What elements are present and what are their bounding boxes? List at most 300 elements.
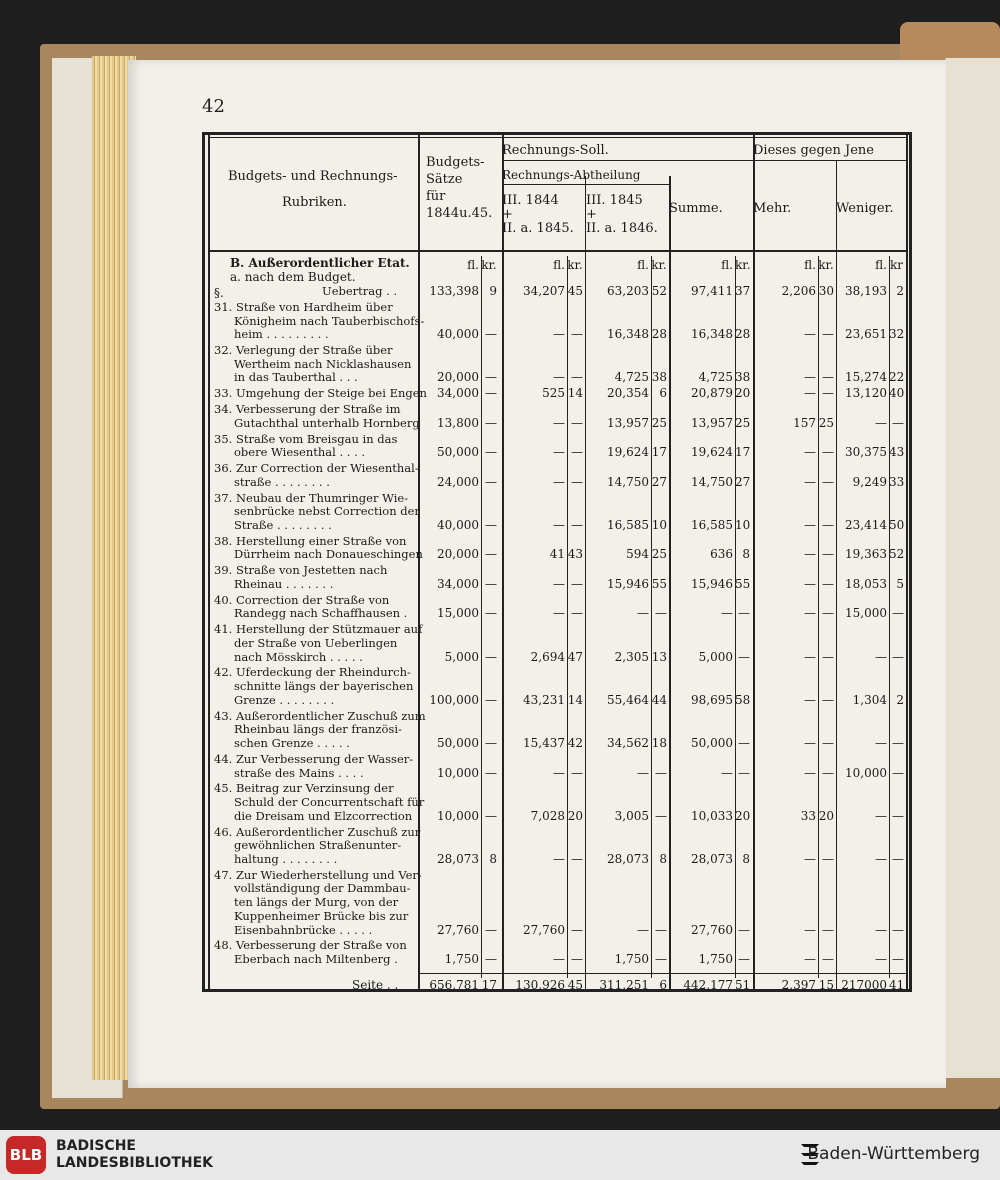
row-2-cell-5: 38 xyxy=(651,370,667,385)
total-cell-3: 45 xyxy=(567,978,583,992)
row-2-cell-1: — xyxy=(485,370,497,385)
row-4-cell-3: — xyxy=(571,415,583,430)
row-10-cell-0: 15,000 xyxy=(437,606,479,621)
rule-dieses-under xyxy=(753,160,906,161)
row-8-text-0: 38. Herstellung einer Straße von xyxy=(214,533,407,548)
row-11-cell-7: — xyxy=(738,649,750,664)
row-14-cell-8: — xyxy=(804,765,816,780)
row-3-text-0: 33. Umgehung der Steige bei Engen xyxy=(214,386,427,401)
row-9-cell-2: — xyxy=(553,576,565,591)
book-page xyxy=(128,60,946,1088)
row-12-cell-2: 43,231 xyxy=(523,692,565,707)
row-10-cell-6: — xyxy=(721,606,733,621)
row-14-text-0: 44. Zur Verbesserung der Wasser- xyxy=(214,751,414,766)
row-8-cell-1: — xyxy=(485,547,497,562)
row-4-text-0: 34. Verbesserung der Straße im xyxy=(214,402,401,416)
row-3-cell-9: — xyxy=(822,386,834,401)
rule-top-inner xyxy=(208,137,906,138)
rule-soll-under xyxy=(502,160,753,161)
row-9-text-0: 39. Straße von Jestetten nach xyxy=(214,563,388,578)
row-5-text-1: obere Wiesenthal . . . . xyxy=(234,445,366,460)
row-11-cell-8: — xyxy=(804,649,816,664)
row-1-cell-10: 23,651 xyxy=(845,327,887,342)
row-3-cell-2: 525 xyxy=(542,386,565,401)
row-7-text-1: senbrücke nebst Correction der xyxy=(234,504,420,519)
row-8-cell-8: — xyxy=(804,547,816,562)
row-13-cell-8: — xyxy=(804,736,816,750)
row-4-cell-5: 25 xyxy=(651,415,667,430)
budget-table xyxy=(202,132,912,992)
row-17-cell-2: 27,760 xyxy=(523,922,565,937)
row-12-text-1: schnitte längs der bayerischen xyxy=(234,679,414,694)
header-col1-0: III. 1844 xyxy=(502,193,559,208)
row-10-cell-9: — xyxy=(822,606,834,621)
row-2-cell-4: 4,725 xyxy=(614,370,649,385)
row-11-cell-10: — xyxy=(875,649,887,664)
header-abtheilung: Rechnungs-Abtheilung xyxy=(502,168,641,182)
row-18-text-1: Eberbach nach Miltenberg . xyxy=(234,952,398,966)
row-9-cell-4: 15,946 xyxy=(607,576,649,591)
library-footer xyxy=(0,1130,1000,1180)
row-11-cell-4: 2,305 xyxy=(614,649,649,664)
row-10-text-0: 40. Correction der Straße von xyxy=(214,592,390,607)
row-3-cell-7: 20 xyxy=(735,386,751,401)
row-16-cell-1: 8 xyxy=(489,851,497,866)
section-title: B. Außerordentlicher Etat. xyxy=(230,256,410,270)
row-7-cell-9: — xyxy=(822,517,834,532)
row-17-cell-0: 27,760 xyxy=(437,922,479,937)
row-4-cell-10: — xyxy=(875,415,887,430)
row-1-text-0: 31. Straße von Hardheim über xyxy=(214,299,393,314)
row-1-cell-11: 32 xyxy=(889,327,905,342)
row-5-cell-11: 43 xyxy=(889,445,905,460)
row-15-cell-6: 10,033 xyxy=(691,808,733,823)
header-rubrics-1: Budgets- und Rechnungs- xyxy=(228,169,398,184)
unit-9: kr. xyxy=(818,258,834,272)
page-number: 42 xyxy=(202,96,225,117)
rule-mehr-right xyxy=(836,160,837,992)
row-1-cell-3: — xyxy=(571,327,583,342)
row-17-cell-3: — xyxy=(571,922,583,937)
header-summe: Summe. xyxy=(669,201,723,216)
row-13-cell-5: 18 xyxy=(651,736,667,750)
row-6-cell-11: 33 xyxy=(889,474,905,489)
total-cell-5: 6 xyxy=(659,978,667,992)
row-7-cell-1: — xyxy=(485,517,497,532)
row-6-cell-5: 27 xyxy=(651,474,667,489)
row-6-cell-1: — xyxy=(485,474,497,489)
row-7-cell-0: 40,000 xyxy=(437,517,479,532)
row-10-cell-2: — xyxy=(553,606,565,621)
row-11-cell-9: — xyxy=(822,649,834,664)
row-5-cell-10: 30,375 xyxy=(845,445,887,460)
row-1-cell-9: — xyxy=(822,327,834,342)
row-10-cell-11: — xyxy=(892,606,904,621)
rule-header-bottom xyxy=(208,250,906,252)
row-2-cell-0: 20,000 xyxy=(437,370,479,385)
row-17-text-2: ten längs der Murg, von der xyxy=(234,895,399,910)
row-13-cell-3: 42 xyxy=(567,736,583,750)
row-2-cell-2: — xyxy=(553,370,565,385)
row-3-cell-1: — xyxy=(485,386,497,401)
row-18-cell-9: — xyxy=(822,952,834,966)
row-18-cell-10: — xyxy=(875,952,887,966)
row-17-cell-5: — xyxy=(655,922,667,937)
row-5-cell-1: — xyxy=(485,445,497,460)
total-cell-10: 217000 xyxy=(841,978,887,992)
row-5-cell-0: 50,000 xyxy=(437,445,479,460)
unit-0: fl. xyxy=(467,258,479,272)
header-rubrics-2: Rubriken. xyxy=(282,195,347,210)
row-17-cell-8: — xyxy=(804,922,816,937)
row-3-cell-6: 20,879 xyxy=(691,386,733,401)
row-13-cell-4: 34,562 xyxy=(607,736,649,750)
row-4-cell-0: 13,800 xyxy=(437,415,479,430)
row-7-cell-4: 16,585 xyxy=(607,517,649,532)
row-17-cell-10: — xyxy=(875,922,887,937)
row-9-cell-10: 18,053 xyxy=(845,576,887,591)
row-8-cell-0: 20,000 xyxy=(437,547,479,562)
row-13-cell-1: — xyxy=(485,736,497,750)
section-para: §. xyxy=(214,286,224,300)
row-8-cell-5: 25 xyxy=(651,547,667,562)
row-1-cell-1: — xyxy=(485,327,497,342)
total-cell-7: 51 xyxy=(735,978,751,992)
row-4-cell-4: 13,957 xyxy=(607,415,649,430)
row-15-cell-7: 20 xyxy=(735,808,751,823)
row-16-cell-9: — xyxy=(822,851,834,866)
row-5-cell-9: — xyxy=(822,445,834,460)
header-soll: Rechnungs-Soll. xyxy=(502,143,609,158)
row-16-cell-3: — xyxy=(571,851,583,866)
row-16-text-0: 46. Außerordentlicher Zuschuß zur xyxy=(214,824,421,839)
rule-left xyxy=(208,132,210,992)
row-7-text-2: Straße . . . . . . . . xyxy=(234,517,332,532)
row-4-cell-6: 13,957 xyxy=(691,415,733,430)
row-5-text-0: 35. Straße vom Breisgau in das xyxy=(214,431,398,446)
row-12-cell-7: 58 xyxy=(735,692,751,707)
row-16-cell-0: 28,073 xyxy=(437,851,479,866)
header-dieses: Dieses gegen Jene xyxy=(753,143,874,158)
row-16-cell-6: 28,073 xyxy=(691,851,733,866)
row-11-cell-1: — xyxy=(485,649,497,664)
row-12-cell-3: 14 xyxy=(567,692,583,707)
row-5-cell-4: 19,624 xyxy=(607,445,649,460)
row-9-cell-3: — xyxy=(571,576,583,591)
unit-11: kr xyxy=(889,258,903,272)
section-subtitle: a. nach dem Budget. xyxy=(230,270,356,284)
row-10-cell-3: — xyxy=(571,606,583,621)
row-3-cell-5: 6 xyxy=(659,386,667,401)
row-12-cell-9: — xyxy=(822,692,834,707)
header-col1-2: II. a. 1845. xyxy=(502,221,574,236)
row-1-cell-7: 28 xyxy=(735,327,751,342)
row-17-cell-7: — xyxy=(738,922,750,937)
unit-5: kr. xyxy=(651,258,667,272)
row-7-cell-10: 23,414 xyxy=(845,517,887,532)
row-12-cell-5: 44 xyxy=(651,692,667,707)
row-18-cell-0: 1,750 xyxy=(444,952,479,966)
header-weniger: Weniger. xyxy=(836,201,894,216)
row-6-text-0: 36. Zur Correction der Wiesenthal- xyxy=(214,461,419,475)
blb-logo[interactable]: BLB xyxy=(6,1136,46,1174)
row-14-cell-0: 10,000 xyxy=(437,765,479,780)
row-0-cell-2: 34,207 xyxy=(523,284,565,298)
row-4-cell-8: 157 xyxy=(793,415,816,430)
row-12-cell-0: 100,000 xyxy=(429,692,479,707)
row-15-cell-1: — xyxy=(485,808,497,823)
row-5-cell-3: — xyxy=(571,445,583,460)
row-6-cell-3: — xyxy=(571,474,583,489)
row-11-cell-6: 5,000 xyxy=(698,649,733,664)
row-1-cell-4: 16,348 xyxy=(607,327,649,342)
row-15-cell-11: — xyxy=(892,808,904,823)
row-10-cell-8: — xyxy=(804,606,816,621)
row-12-text-2: Grenze . . . . . . . . xyxy=(234,692,335,707)
row-0-cell-9: 30 xyxy=(818,284,834,298)
rule-text-right xyxy=(418,132,420,992)
row-17-cell-1: — xyxy=(485,922,497,937)
row-4-cell-7: 25 xyxy=(735,415,751,430)
row-12-cell-11: 2 xyxy=(896,692,904,707)
row-1-text-1: Königheim nach Tauberbischofs- xyxy=(234,313,425,328)
row-14-cell-7: — xyxy=(738,765,750,780)
library-name-line2: LANDESBIBLIOTHEK xyxy=(56,1155,214,1171)
total-cell-11: 41 xyxy=(889,978,905,992)
total-cell-2: 130,926 xyxy=(515,978,565,992)
row-16-cell-5: 8 xyxy=(659,851,667,866)
row-9-cell-1: — xyxy=(485,576,497,591)
row-0-cell-10: 38,193 xyxy=(845,284,887,298)
row-2-cell-11: 22 xyxy=(889,370,905,385)
state-name[interactable]: Baden-Württemberg xyxy=(807,1144,980,1164)
library-name-line1: BADISCHE xyxy=(56,1138,136,1154)
row-6-cell-9: — xyxy=(822,474,834,489)
row-8-cell-11: 52 xyxy=(889,547,905,562)
row-16-cell-4: 28,073 xyxy=(607,851,649,866)
row-12-text-0: 42. Uferdeckung der Rheindurch- xyxy=(214,665,411,680)
row-15-text-1: Schuld der Concurrentschaft für xyxy=(234,795,425,809)
row-5-cell-2: — xyxy=(553,445,565,460)
row-0-cell-0: 133,398 xyxy=(429,284,479,298)
row-7-cell-8: — xyxy=(804,517,816,532)
row-7-cell-2: — xyxy=(553,517,565,532)
row-10-text-1: Randegg nach Schaffhausen . xyxy=(234,606,408,621)
row-0-cell-6: 97,411 xyxy=(691,284,733,298)
row-8-cell-4: 594 xyxy=(626,547,649,562)
total-cell-0: 656,781 xyxy=(429,978,479,992)
row-0-cell-1: 9 xyxy=(489,284,497,298)
rule-right xyxy=(906,132,908,992)
row-17-cell-4: — xyxy=(637,922,649,937)
row-3-cell-4: 20,354 xyxy=(607,386,649,401)
row-2-cell-7: 38 xyxy=(735,370,751,385)
row-1-text-2: heim . . . . . . . . . xyxy=(234,327,329,342)
row-13-cell-6: 50,000 xyxy=(691,736,733,750)
row-13-cell-9: — xyxy=(822,736,834,750)
row-17-text-0: 47. Zur Wiederherstellung und Ver- xyxy=(214,867,422,882)
row-9-cell-0: 34,000 xyxy=(437,576,479,591)
row-11-cell-2: 2,694 xyxy=(530,649,565,664)
row-10-cell-7: — xyxy=(738,606,750,621)
total-cell-9: 15 xyxy=(818,978,834,992)
row-11-cell-0: 5,000 xyxy=(444,649,479,664)
row-9-cell-6: 15,946 xyxy=(691,576,733,591)
row-15-text-2: die Dreisam und Elzcorrection xyxy=(234,808,413,823)
row-2-cell-8: — xyxy=(804,370,816,385)
row-2-cell-6: 4,725 xyxy=(698,370,733,385)
row-16-cell-8: — xyxy=(804,851,816,866)
row-14-cell-4: — xyxy=(637,765,649,780)
row-18-cell-7: — xyxy=(738,952,750,966)
row-17-cell-9: — xyxy=(822,922,834,937)
row-0-cell-7: 37 xyxy=(735,284,751,298)
row-6-text-1: straße . . . . . . . . xyxy=(234,474,330,489)
row-0-text-0: Uebertrag . . xyxy=(322,284,398,298)
row-8-cell-7: 8 xyxy=(742,547,750,562)
unit-3: kr. xyxy=(567,258,583,272)
row-5-cell-7: 17 xyxy=(735,445,751,460)
row-1-cell-0: 40,000 xyxy=(437,327,479,342)
row-6-cell-2: — xyxy=(553,474,565,489)
row-15-cell-8: 33 xyxy=(800,808,816,823)
row-13-cell-7: — xyxy=(738,736,750,750)
row-7-cell-5: 10 xyxy=(651,517,667,532)
row-7-cell-3: — xyxy=(571,517,583,532)
row-10-cell-1: — xyxy=(485,606,497,621)
row-16-text-2: haltung . . . . . . . . xyxy=(234,851,338,866)
total-cell-8: 2,397 xyxy=(781,978,816,992)
rule-summe-right xyxy=(753,132,755,992)
row-12-cell-4: 55,464 xyxy=(607,692,649,707)
row-17-cell-11: — xyxy=(892,922,904,937)
row-15-cell-0: 10,000 xyxy=(437,808,479,823)
row-16-cell-10: — xyxy=(875,851,887,866)
row-15-text-0: 45. Beitrag zur Verzinsung der xyxy=(214,781,394,796)
header-col1-1: + xyxy=(502,207,513,222)
row-13-text-1: Rheinbau längs der französi- xyxy=(234,722,402,737)
row-12-cell-6: 98,695 xyxy=(691,692,733,707)
row-3-cell-3: 14 xyxy=(567,386,583,401)
row-13-cell-11: — xyxy=(892,736,904,750)
header-budget-2: für xyxy=(426,189,446,204)
total-label: Seite . . xyxy=(352,978,399,992)
row-6-cell-7: 27 xyxy=(735,474,751,489)
row-15-cell-3: 20 xyxy=(567,808,583,823)
row-14-cell-2: — xyxy=(553,765,565,780)
row-3-cell-10: 13,120 xyxy=(845,386,887,401)
row-7-cell-6: 16,585 xyxy=(691,517,733,532)
row-1-cell-5: 28 xyxy=(651,327,667,342)
row-9-text-1: Rheinau . . . . . . . xyxy=(234,576,334,591)
row-18-cell-5: — xyxy=(655,952,667,966)
row-12-cell-10: 1,304 xyxy=(852,692,887,707)
row-11-text-1: der Straße von Ueberlingen xyxy=(234,635,398,650)
row-9-cell-7: 55 xyxy=(735,576,751,591)
rule-abth-under xyxy=(502,184,669,185)
row-14-cell-11: — xyxy=(892,765,904,780)
row-9-cell-5: 55 xyxy=(651,576,667,591)
row-8-text-1: Dürrheim nach Donaueschingen xyxy=(234,547,423,562)
row-18-cell-3: — xyxy=(571,952,583,966)
row-6-cell-0: 24,000 xyxy=(437,474,479,489)
row-1-cell-2: — xyxy=(553,327,565,342)
row-14-cell-5: — xyxy=(655,765,667,780)
row-17-text-4: Eisenbahnbrücke . . . . . xyxy=(234,922,373,937)
unit-2: fl. xyxy=(553,258,565,272)
row-15-cell-9: 20 xyxy=(818,808,834,823)
total-cell-1: 17 xyxy=(481,978,497,992)
row-2-cell-3: — xyxy=(571,370,583,385)
row-16-cell-2: — xyxy=(553,851,565,866)
row-4-cell-2: — xyxy=(553,415,565,430)
row-18-cell-6: 1,750 xyxy=(698,952,733,966)
header-col2-0: III. 1845 xyxy=(586,193,643,208)
row-9-cell-9: — xyxy=(822,576,834,591)
row-13-text-0: 43. Außerordentlicher Zuschuß zum xyxy=(214,708,426,723)
row-11-text-0: 41. Herstellung der Stützmauer auf xyxy=(214,622,423,637)
row-8-cell-6: 636 xyxy=(710,547,733,562)
row-14-cell-1: — xyxy=(485,765,497,780)
row-2-text-0: 32. Verlegung der Straße über xyxy=(214,343,393,357)
row-17-text-1: vollständigung der Dammbau- xyxy=(234,881,411,896)
row-5-cell-5: 17 xyxy=(651,445,667,460)
row-1-cell-6: 16,348 xyxy=(691,327,733,342)
library-name[interactable] xyxy=(56,1138,213,1172)
unit-10: fl. xyxy=(875,258,887,272)
row-11-cell-5: 13 xyxy=(651,649,667,664)
row-10-cell-4: — xyxy=(637,606,649,621)
header-mehr: Mehr. xyxy=(753,201,792,216)
row-6-cell-8: — xyxy=(804,474,816,489)
row-12-cell-1: — xyxy=(485,692,497,707)
row-8-cell-10: 19,363 xyxy=(845,547,887,562)
unit-8: fl. xyxy=(804,258,816,272)
row-0-cell-8: 2,206 xyxy=(781,284,816,298)
row-18-cell-2: — xyxy=(553,952,565,966)
row-18-cell-1: — xyxy=(485,952,497,966)
row-15-cell-4: 3,005 xyxy=(614,808,649,823)
row-17-text-3: Kuppenheimer Brücke bis zur xyxy=(234,908,409,923)
row-7-cell-11: 50 xyxy=(889,517,905,532)
row-14-cell-9: — xyxy=(822,765,834,780)
right-page-stack xyxy=(945,58,1000,1078)
unit-7: kr. xyxy=(735,258,751,272)
row-8-cell-2: 41 xyxy=(549,547,565,562)
row-16-cell-7: 8 xyxy=(742,851,750,866)
row-13-cell-2: 15,437 xyxy=(523,736,565,750)
row-5-cell-6: 19,624 xyxy=(691,445,733,460)
row-16-cell-11: — xyxy=(892,851,904,866)
row-0-cell-4: 63,203 xyxy=(607,284,649,298)
row-9-cell-8: — xyxy=(804,576,816,591)
row-10-cell-5: — xyxy=(655,606,667,621)
book-cover-corner xyxy=(900,22,1000,62)
header-col2-1: + xyxy=(586,207,597,222)
row-0-cell-3: 45 xyxy=(567,284,583,298)
row-6-cell-4: 14,750 xyxy=(607,474,649,489)
row-2-cell-10: 15,274 xyxy=(845,370,887,385)
row-18-text-0: 48. Verbesserung der Straße von xyxy=(214,938,407,953)
row-1-cell-8: — xyxy=(804,327,816,342)
row-14-cell-6: — xyxy=(721,765,733,780)
row-14-cell-10: 10,000 xyxy=(845,765,887,780)
rule-total-top xyxy=(418,973,906,974)
header-col2-2: II. a. 1846. xyxy=(586,221,658,236)
row-15-cell-10: — xyxy=(875,808,887,823)
row-18-cell-8: — xyxy=(804,952,816,966)
row-13-text-2: schen Grenze . . . . . xyxy=(234,736,350,750)
